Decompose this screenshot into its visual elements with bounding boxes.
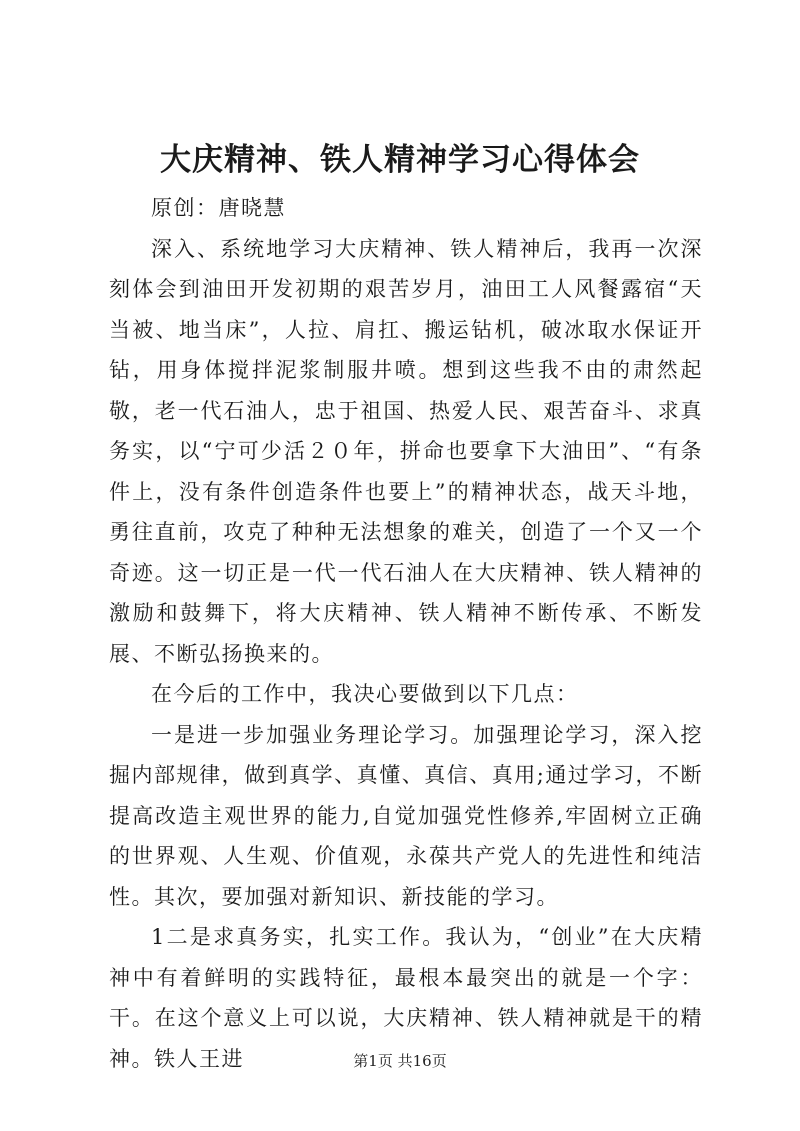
- document-body: [109, 188, 703, 1079]
- paragraph-point-two: 1二是求真务实，扎实工作。我认为，“创业”在大庆精神中有着鲜明的实践特征，最根本最突出的就是一个字：干。在这个意义上可以说，大庆精神、铁人精神就是干的精神。铁人王进: [109, 925, 703, 1071]
- page-number-footer: 第1页 共16页: [353, 1052, 447, 1070]
- paragraph-point-one: 一是进一步加强业务理论学习。加强理论学习，深入挖掘内部规律，做到真学、真懂、真信、真用;通过学习，不断提高改造主观世界的能力,自觉加强党性修养,牢固树立正确的世界观、人生观、价值观，永葆共产党人的先进性和纯洁性。其次，要加强对新知识、新技能的学习。: [109, 722, 703, 909]
- paragraph-resolution: 在今后的工作中，我决心要做到以下几点：: [151, 682, 579, 706]
- paragraph-intro: 深入、系统地学习大庆精神、铁人精神后，我再一次深刻体会到油田开发初期的艰苦岁月，油田工人风餐露宿“天当被、地当床”，人拉、肩扛、搬运钻机，破冰取水保证开钻，用身体搅拌泥浆制服井喷。想到这些我不由的肃然起敬，老一代石油人，忠于祖国、热爱人民、艰苦奋斗、求真务实，以“宁可少活２０年，拼命也要拿下大油田”、“有条件上，没有条件创造条件也要上”的精神状态，战天斗地，勇往直前，攻克了种种无法想象的难关，创造了一个又一个奇迹。这一切正是一代一代石油人在大庆精神、铁人精神的激励和鼓舞下，将大庆精神、铁人精神不断传承、不断发展、不断弘扬换来的。: [109, 236, 703, 666]
- document-title: 大庆精神、铁人精神学习心得体会: [160, 142, 640, 178]
- author-line: 原创：唐晓慧: [151, 196, 286, 220]
